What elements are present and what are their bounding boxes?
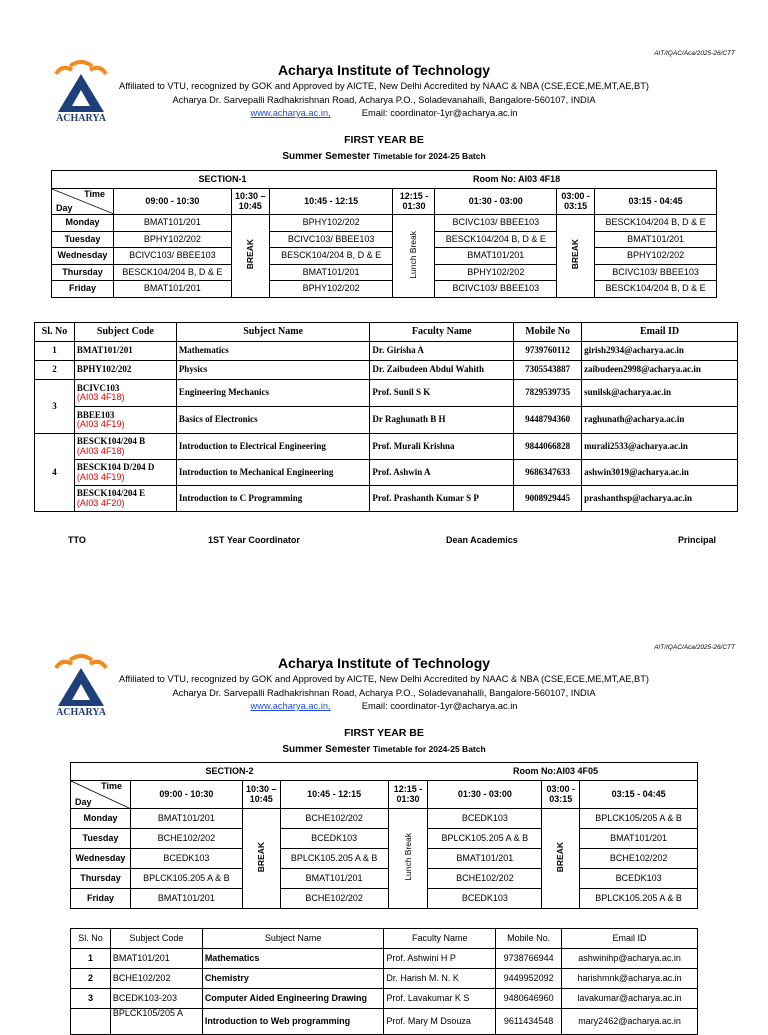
- section-title: SECTION-2: [71, 763, 389, 781]
- reference-number: AIT/IQAC/Aca/2025-26/CTT: [654, 644, 735, 651]
- svg-text:ACHARYA: ACHARYA: [56, 113, 106, 122]
- slot-3-header: 10:45 - 12:15: [280, 781, 388, 809]
- table-row: 1 BMAT101/201 Mathematics Dr. Girisha A 9739760112 girish2934@acharya.ac.in: [35, 342, 738, 361]
- timetable-section-2: [70, 762, 698, 909]
- slot-7-header: 03:15 - 04:45: [580, 781, 698, 809]
- lunch-break-cell: Lunch Break: [393, 215, 435, 298]
- slot-3-header: 10:45 - 12:15: [269, 189, 393, 215]
- table-row: Wednesday BCIVC103/ BBEE103 BESCK104/204 B, D & E BMAT101/201 BPHY102/202: [52, 248, 717, 265]
- table-row: 3 BCEDK103-203 Computer Aided Engineering Drawing Prof. Lavakumar K S 9480646960 lavakumar@acharya.ac.in: [71, 989, 698, 1009]
- room-number: Room No:AI03 4F05: [388, 763, 697, 781]
- slot-7-header: 03:15 - 04:45: [595, 189, 717, 215]
- affiliation-line: Affiliated to VTU, recognized by GOK and Approved by AICTE, New Delhi Accredited by NAAC & NBA (CSE,ECE,ME,MT,AE,BT): [119, 674, 649, 684]
- time-day-header: Time Day: [52, 189, 114, 215]
- institute-title: Acharya Institute of Technology: [277, 655, 491, 671]
- break-cell: BREAK: [231, 215, 269, 298]
- table-row: 2 BCHE102/202 Chemistry Dr. Harish M. N. K 9449952092 harishmnk@acharya.ac.in: [71, 969, 698, 989]
- slot-1-header: 09:00 - 10:30: [130, 781, 242, 809]
- subjects-table-2: Sl. No Subject Code Subject Name Faculty Name Mobile No. Email ID 1 BMAT101/201 Mathematics Prof. Ashwini H P 9738766944 ashwinihp@acharya.ac.in 2 BCHE102/202 Chemistry Dr. Harish M. N. K 9449952092 harishmnk@acharya.ac.in 3 BCEDK103-203 Computer Aided Engineering Drawing Prof. Lavakumar K S 9480646960 lavakumar@acharya.ac.in BPLCK105/205 A Introduction to Web programming Prof. Mary M Dsouza 9611434548 mary2462@acharya.ac.in: [70, 928, 698, 1035]
- website-link[interactable]: www.acharya.ac.in,: [250, 108, 331, 118]
- table-row: Wednesday BCEDK103 BPLCK105.205 A & B BMAT101/201 BCHE102/202: [71, 849, 698, 869]
- table-row: Tuesday BPHY102/202 BCIVC103/ BBEE103 BESCK104/204 B, D & E BMAT101/201: [52, 231, 717, 248]
- signature-dean: Dean Academics: [446, 535, 518, 545]
- reference-number: AIT/IQAC/Aca/2025-26/CTT: [654, 50, 735, 57]
- first-year-heading: FIRST YEAR BE: [344, 727, 424, 739]
- table-row: BBEE103 (AI03 4F19) Basics of Electronics Dr Raghunath B H 9448794360 raghunath@acharya.ac.in: [35, 407, 738, 434]
- slot-4-header: 12:15 - 01:30: [388, 781, 428, 809]
- website-link[interactable]: www.acharya.ac.in,: [250, 701, 331, 711]
- time-day-header: Time Day: [71, 781, 131, 809]
- semester-heading: Summer Semester Timetable for 2024-25 Batch: [282, 151, 486, 162]
- address-line: Acharya Dr. Sarvepalli Radhakrishnan Road, Acharya P.O., Soladevanahalli, Bangalore-560107, INDIA: [172, 688, 596, 698]
- section-title: SECTION-1: [52, 171, 393, 189]
- timetable-section-1: [51, 170, 717, 298]
- slot-5-header: 01:30 - 03:00: [428, 781, 542, 809]
- table-row: Friday BMAT101/201 BCHE102/202 BCEDK103 BPLCK105.205 A & B: [71, 889, 698, 909]
- table-row: 1 BMAT101/201 Mathematics Prof. Ashwini H P 9738766944 ashwinihp@acharya.ac.in: [71, 949, 698, 969]
- semester-heading: Summer Semester Timetable for 2024-25 Batch: [282, 744, 486, 755]
- table-row: 4 BESCK104/204 B (AI03 4F18) Introduction to Electrical Engineering Prof. Murali Krishna 9844066828 murali2533@acharya.ac.in: [35, 434, 738, 460]
- email-text: Email: coordinator-1yr@acharya.ac.in: [361, 108, 518, 118]
- slot-4-header: 12:15 - 01:30: [393, 189, 435, 215]
- slot-6-header: 03:00 - 03:15: [557, 189, 595, 215]
- break-cell: BREAK: [542, 809, 580, 909]
- first-year-heading: FIRST YEAR BE: [344, 134, 424, 146]
- table-row: Thursday BPLCK105.205 A & B BMAT101/201 BCHE102/202 BCEDK103: [71, 869, 698, 889]
- table-row: Monday BMAT101/201 BREAK BPHY102/202 Lunch Break BCIVC103/ BBEE103 BREAK BESCK104/204 B, D & E: [52, 215, 717, 232]
- slot-2-header: 10:30 – 10:45: [242, 781, 280, 809]
- table-row: Tuesday BCHE102/202 BCEDK103 BPLCK105.205 A & B BMAT101/201: [71, 829, 698, 849]
- table-row: BESCK104 D/204 D (AI03 4F19) Introduction to Mechanical Engineering Prof. Ashwin A 9686347633 ashwin3019@acharya.ac.in: [35, 460, 738, 486]
- table-row: Thursday BESCK104/204 B, D & E BMAT101/201 BPHY102/202 BCIVC103/ BBEE103: [52, 264, 717, 281]
- table-row: 3 BCIVC103 (AI03 4F18) Engineering Mechanics Prof. Sunil S K 7829539735 sunilsk@acharya.ac.in: [35, 380, 738, 407]
- room-number: Room No: AI03 4F18: [393, 171, 717, 189]
- signature-tto: TTO: [68, 535, 86, 545]
- table-row: BPLCK105/205 A Introduction to Web programming Prof. Mary M Dsouza 9611434548 mary2462@acharya.ac.in: [71, 1009, 698, 1035]
- slot-5-header: 01:30 - 03:00: [435, 189, 557, 215]
- break-cell: BREAK: [557, 215, 595, 298]
- contact-line: [0, 108, 768, 118]
- address-line: Acharya Dr. Sarvepalli Radhakrishnan Road, Acharya P.O., Soladevanahalli, Bangalore-560107, INDIA: [172, 95, 596, 105]
- svg-text:ACHARYA: ACHARYA: [56, 707, 106, 716]
- affiliation-line: Affiliated to VTU, recognized by GOK and Approved by AICTE, New Delhi Accredited by NAAC & NBA (CSE,ECE,ME,MT,AE,BT): [119, 81, 649, 91]
- table-row: Monday BMAT101/201 BREAK BCHE102/202 Lunch Break BCEDK103 BREAK BPLCK105/205 A & B: [71, 809, 698, 829]
- slot-2-header: 10:30 – 10:45: [231, 189, 269, 215]
- table-row: BESCK104/204 E (AI03 4F20) Introduction to C Programming Prof. Prashanth Kumar S P 9008929445 prashanthsp@acharya.ac.in: [35, 486, 738, 512]
- email-text: Email: coordinator-1yr@acharya.ac.in: [361, 701, 518, 711]
- table-row: 2 BPHY102/202 Physics Dr. Zaibudeen Abdul Wahith 7305543887 zaibudeen2998@acharya.ac.in: [35, 361, 738, 380]
- break-cell: BREAK: [242, 809, 280, 909]
- signature-principal: Principal: [678, 535, 717, 545]
- slot-1-header: 09:00 - 10:30: [113, 189, 231, 215]
- subjects-table-1: Sl. No Subject Code Subject Name Faculty Name Mobile No Email ID 1 BMAT101/201 Mathematics Dr. Girisha A 9739760112 girish2934@acharya.ac.in 2 BPHY102/202 Physics Dr. Zaibudeen Abdul Wahith 7305543887 zaibudeen2998@acharya.ac.in 3 BCIVC103 (AI03 4F18) Engineering Mechanics Prof. Sunil S K 7829539735 sunilsk@acharya.ac.in BBEE103 (AI03 4F19) Basics of Electronics Dr Raghunath B H 9448794360 raghunath@acharya.ac.in 4 BESCK104/204 B (AI03 4F18) Introduction to Electrical Engineering Prof. Murali Krishna 9844066828 murali2533@acharya.ac.in BESCK104 D/204 D (AI03 4F19) Introduction to Mechanical Engineering Prof. Ashwin A 9686347633 ashwin3019@acharya.ac.in BESCK104/204 E (AI03 4F20) Introduction to C Programming Prof. Prashanth Kumar S P 9008929445 prashanthsp@acharya.ac.in: [34, 322, 738, 512]
- institute-title: Acharya Institute of Technology: [277, 62, 491, 78]
- table-row: Friday BMAT101/201 BPHY102/202 BCIVC103/ BBEE103 BESCK104/204 B, D & E: [52, 281, 717, 298]
- page-2: [0, 594, 768, 1024]
- lunch-break-cell: Lunch Break: [388, 809, 428, 909]
- slot-6-header: 03:00 - 03:15: [542, 781, 580, 809]
- signature-coordinator: 1ST Year Coordinator: [208, 535, 300, 545]
- contact-line: [0, 701, 768, 711]
